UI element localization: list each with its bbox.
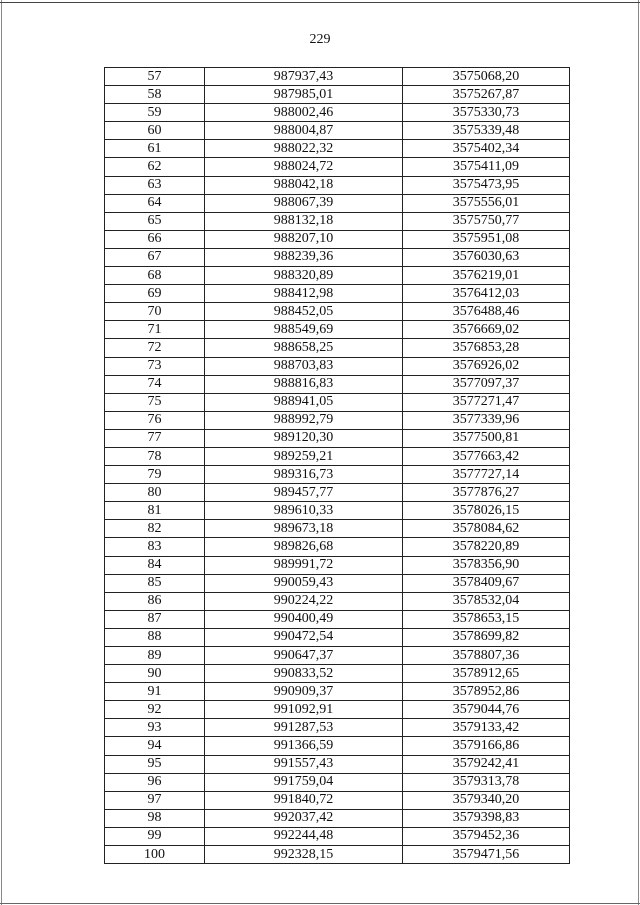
x-coordinate-cell: 988132,18 (205, 212, 403, 230)
x-coordinate-cell: 988067,39 (205, 194, 403, 212)
y-coordinate-cell: 3575951,08 (403, 230, 570, 248)
y-coordinate-cell: 3575556,01 (403, 194, 570, 212)
table-row (105, 212, 570, 230)
x-coordinate-cell: 989826,68 (205, 538, 403, 556)
point-number-cell: 99 (105, 827, 205, 845)
page-number: 229 (309, 32, 331, 47)
x-coordinate-cell: 987937,43 (205, 68, 403, 86)
table-row (105, 610, 570, 628)
x-coordinate-cell: 991759,04 (205, 773, 403, 791)
point-number-cell: 86 (105, 592, 205, 610)
point-number-cell: 64 (105, 194, 205, 212)
point-number-cell: 91 (105, 683, 205, 701)
y-coordinate-cell: 3576669,02 (403, 321, 570, 339)
x-coordinate-cell: 987985,01 (205, 86, 403, 104)
y-coordinate-cell: 3578026,15 (403, 502, 570, 520)
y-coordinate-cell: 3578532,04 (403, 592, 570, 610)
table-row (105, 267, 570, 285)
point-number-cell: 85 (105, 574, 205, 592)
y-coordinate-cell: 3575473,95 (403, 176, 570, 194)
x-coordinate-cell: 992244,48 (205, 827, 403, 845)
y-coordinate-cell: 3575402,34 (403, 140, 570, 158)
table-row (105, 104, 570, 122)
y-coordinate-cell: 3575330,73 (403, 104, 570, 122)
table-row (105, 122, 570, 140)
x-coordinate-cell: 990059,43 (205, 574, 403, 592)
point-number-cell: 81 (105, 502, 205, 520)
table-row (105, 393, 570, 411)
x-coordinate-cell: 988022,32 (205, 140, 403, 158)
y-coordinate-cell: 3578220,89 (403, 538, 570, 556)
x-coordinate-cell: 989457,77 (205, 484, 403, 502)
table-row (105, 791, 570, 809)
point-number-cell: 88 (105, 628, 205, 646)
point-number-cell: 68 (105, 267, 205, 285)
table-row (105, 285, 570, 303)
page-left-edge (1, 0, 2, 905)
y-coordinate-cell: 3576412,03 (403, 285, 570, 303)
y-coordinate-cell: 3576926,02 (403, 357, 570, 375)
y-coordinate-cell: 3575267,87 (403, 86, 570, 104)
page-right-edge (638, 0, 639, 905)
y-coordinate-cell: 3578807,36 (403, 647, 570, 665)
point-number-cell: 93 (105, 719, 205, 737)
y-coordinate-cell: 3578356,90 (403, 556, 570, 574)
table-row (105, 665, 570, 683)
page-bottom-rule (0, 903, 640, 904)
table-row (105, 158, 570, 176)
point-number-cell: 65 (105, 212, 205, 230)
point-number-cell: 76 (105, 411, 205, 429)
point-number-cell: 59 (105, 104, 205, 122)
table-row (105, 140, 570, 158)
point-number-cell: 82 (105, 520, 205, 538)
y-coordinate-cell: 3576030,63 (403, 248, 570, 266)
x-coordinate-cell: 992037,42 (205, 809, 403, 827)
x-coordinate-cell: 989259,21 (205, 447, 403, 465)
y-coordinate-cell: 3576219,01 (403, 267, 570, 285)
x-coordinate-cell: 991092,91 (205, 701, 403, 719)
x-coordinate-cell: 988452,05 (205, 303, 403, 321)
x-coordinate-cell: 991366,59 (205, 737, 403, 755)
table-row (105, 683, 570, 701)
x-coordinate-cell: 989120,30 (205, 429, 403, 447)
table-row (105, 230, 570, 248)
point-number-cell: 84 (105, 556, 205, 574)
x-coordinate-cell: 989316,73 (205, 466, 403, 484)
point-number-cell: 100 (105, 846, 205, 864)
x-coordinate-cell: 990647,37 (205, 647, 403, 665)
table-row (105, 556, 570, 574)
y-coordinate-cell: 3577097,37 (403, 375, 570, 393)
x-coordinate-cell: 989991,72 (205, 556, 403, 574)
table-row (105, 357, 570, 375)
y-coordinate-cell: 3578409,67 (403, 574, 570, 592)
y-coordinate-cell: 3579166,86 (403, 737, 570, 755)
table-row (105, 647, 570, 665)
point-number-cell: 97 (105, 791, 205, 809)
table-row (105, 303, 570, 321)
table-row (105, 737, 570, 755)
x-coordinate-cell: 990833,52 (205, 665, 403, 683)
x-coordinate-cell: 988412,98 (205, 285, 403, 303)
y-coordinate-cell: 3579044,76 (403, 701, 570, 719)
table-row (105, 520, 570, 538)
table-row (105, 447, 570, 465)
y-coordinate-cell: 3577663,42 (403, 447, 570, 465)
y-coordinate-cell: 3575339,48 (403, 122, 570, 140)
x-coordinate-cell: 989673,18 (205, 520, 403, 538)
table-row (105, 846, 570, 864)
point-number-cell: 95 (105, 755, 205, 773)
table-row (105, 628, 570, 646)
x-coordinate-cell: 990472,54 (205, 628, 403, 646)
x-coordinate-cell: 988239,36 (205, 248, 403, 266)
y-coordinate-cell: 3577500,81 (403, 429, 570, 447)
table-row (105, 339, 570, 357)
table-row (105, 755, 570, 773)
y-coordinate-cell: 3579133,42 (403, 719, 570, 737)
x-coordinate-cell: 988042,18 (205, 176, 403, 194)
x-coordinate-cell: 988941,05 (205, 393, 403, 411)
y-coordinate-cell: 3575750,77 (403, 212, 570, 230)
point-number-cell: 87 (105, 610, 205, 628)
point-number-cell: 60 (105, 122, 205, 140)
table-row (105, 375, 570, 393)
y-coordinate-cell: 3578699,82 (403, 628, 570, 646)
table-row (105, 248, 570, 266)
point-number-cell: 80 (105, 484, 205, 502)
x-coordinate-cell: 989610,33 (205, 502, 403, 520)
table-row (105, 538, 570, 556)
table-row (105, 429, 570, 447)
point-number-cell: 77 (105, 429, 205, 447)
y-coordinate-cell: 3579313,78 (403, 773, 570, 791)
coordinates-table-body (105, 68, 570, 864)
point-number-cell: 79 (105, 466, 205, 484)
point-number-cell: 75 (105, 393, 205, 411)
page-top-rule (0, 2, 640, 3)
table-row (105, 68, 570, 86)
point-number-cell: 90 (105, 665, 205, 683)
y-coordinate-cell: 3577271,47 (403, 393, 570, 411)
point-number-cell: 98 (105, 809, 205, 827)
y-coordinate-cell: 3578084,62 (403, 520, 570, 538)
point-number-cell: 57 (105, 68, 205, 86)
coordinates-table (104, 67, 570, 864)
x-coordinate-cell: 990224,22 (205, 592, 403, 610)
y-coordinate-cell: 3577339,96 (403, 411, 570, 429)
point-number-cell: 58 (105, 86, 205, 104)
x-coordinate-cell: 988320,89 (205, 267, 403, 285)
table-row (105, 592, 570, 610)
table-row (105, 86, 570, 104)
point-number-cell: 62 (105, 158, 205, 176)
x-coordinate-cell: 988658,25 (205, 339, 403, 357)
x-coordinate-cell: 991287,53 (205, 719, 403, 737)
y-coordinate-cell: 3579340,20 (403, 791, 570, 809)
table-row (105, 484, 570, 502)
y-coordinate-cell: 3579242,41 (403, 755, 570, 773)
table-row (105, 466, 570, 484)
point-number-cell: 83 (105, 538, 205, 556)
y-coordinate-cell: 3577727,14 (403, 466, 570, 484)
x-coordinate-cell: 990400,49 (205, 610, 403, 628)
x-coordinate-cell: 988004,87 (205, 122, 403, 140)
point-number-cell: 63 (105, 176, 205, 194)
y-coordinate-cell: 3579471,56 (403, 846, 570, 864)
y-coordinate-cell: 3578653,15 (403, 610, 570, 628)
y-coordinate-cell: 3579452,36 (403, 827, 570, 845)
point-number-cell: 78 (105, 447, 205, 465)
point-number-cell: 69 (105, 285, 205, 303)
point-number-cell: 89 (105, 647, 205, 665)
table-row (105, 502, 570, 520)
x-coordinate-cell: 991557,43 (205, 755, 403, 773)
y-coordinate-cell: 3575068,20 (403, 68, 570, 86)
x-coordinate-cell: 991840,72 (205, 791, 403, 809)
y-coordinate-cell: 3578912,65 (403, 665, 570, 683)
x-coordinate-cell: 988024,72 (205, 158, 403, 176)
table-row (105, 411, 570, 429)
point-number-cell: 66 (105, 230, 205, 248)
table-row (105, 176, 570, 194)
point-number-cell: 70 (105, 303, 205, 321)
x-coordinate-cell: 990909,37 (205, 683, 403, 701)
table-row (105, 809, 570, 827)
table-row (105, 773, 570, 791)
y-coordinate-cell: 3578952,86 (403, 683, 570, 701)
x-coordinate-cell: 988549,69 (205, 321, 403, 339)
point-number-cell: 61 (105, 140, 205, 158)
point-number-cell: 94 (105, 737, 205, 755)
x-coordinate-cell: 988703,83 (205, 357, 403, 375)
y-coordinate-cell: 3576488,46 (403, 303, 570, 321)
y-coordinate-cell: 3576853,28 (403, 339, 570, 357)
table-row (105, 827, 570, 845)
y-coordinate-cell: 3579398,83 (403, 809, 570, 827)
x-coordinate-cell: 992328,15 (205, 846, 403, 864)
x-coordinate-cell: 988992,79 (205, 411, 403, 429)
x-coordinate-cell: 988002,46 (205, 104, 403, 122)
x-coordinate-cell: 988207,10 (205, 230, 403, 248)
point-number-cell: 71 (105, 321, 205, 339)
table-row (105, 719, 570, 737)
table-row (105, 194, 570, 212)
point-number-cell: 96 (105, 773, 205, 791)
point-number-cell: 74 (105, 375, 205, 393)
table-row (105, 574, 570, 592)
point-number-cell: 92 (105, 701, 205, 719)
x-coordinate-cell: 988816,83 (205, 375, 403, 393)
point-number-cell: 67 (105, 248, 205, 266)
point-number-cell: 73 (105, 357, 205, 375)
point-number-cell: 72 (105, 339, 205, 357)
y-coordinate-cell: 3575411,09 (403, 158, 570, 176)
y-coordinate-cell: 3577876,27 (403, 484, 570, 502)
table-row (105, 321, 570, 339)
table-row (105, 701, 570, 719)
